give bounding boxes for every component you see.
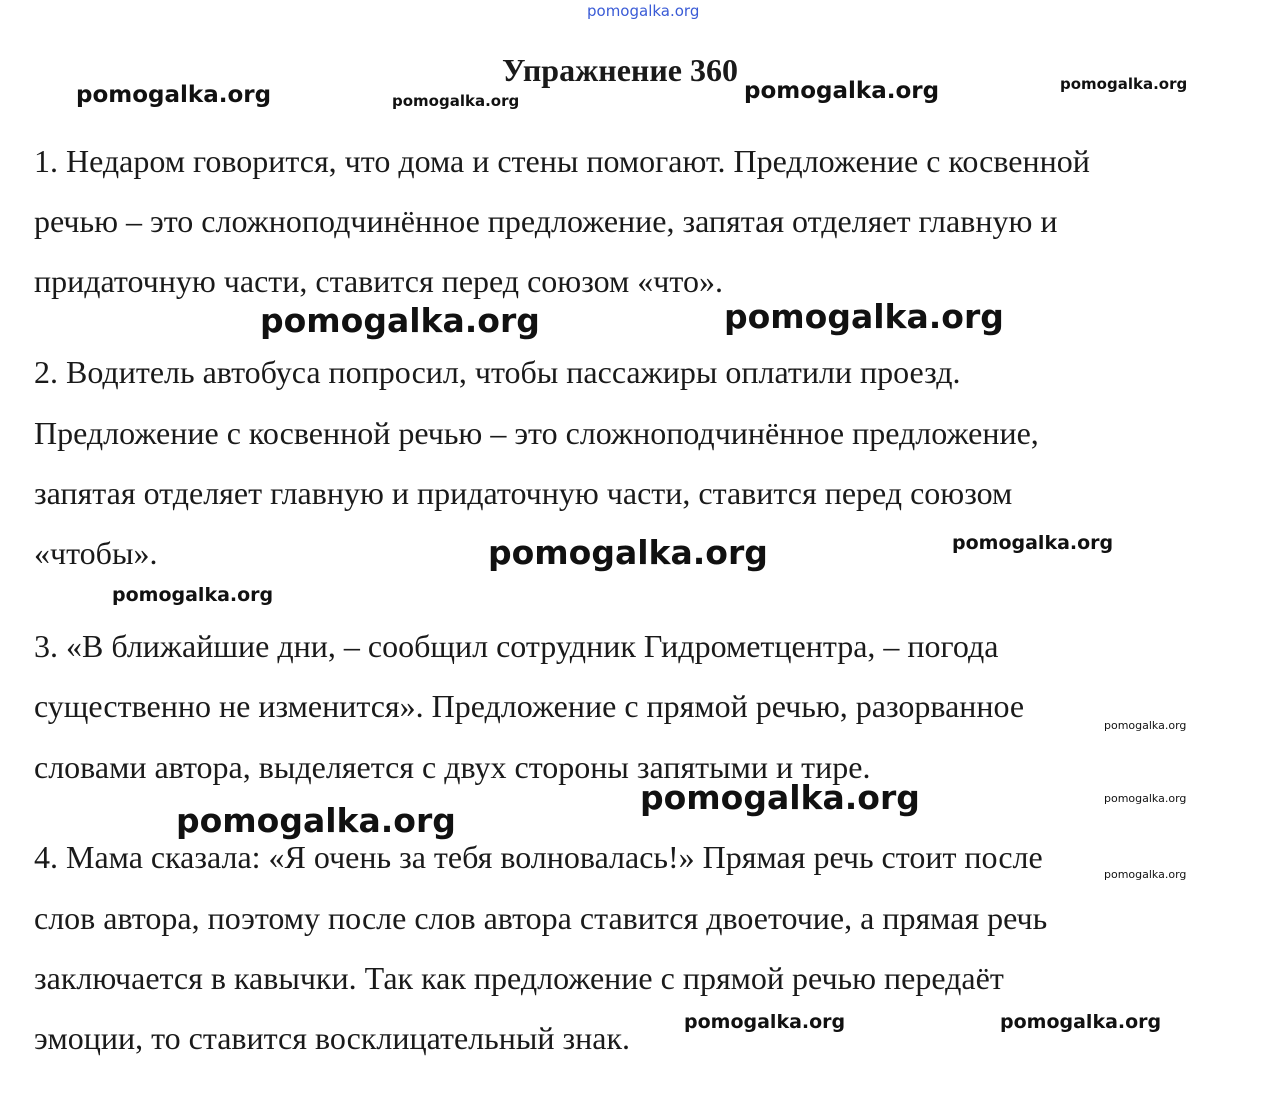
watermark: pomogalka.org (640, 778, 920, 817)
paragraph-1-line-3: придаточную части, ставится перед союзом «что». (34, 263, 723, 299)
watermark: pomogalka.org (1000, 1011, 1162, 1033)
watermark: pomogalka.org (952, 532, 1114, 554)
paragraph-4-line-4: эмоции, то ставится восклицательный знак. (34, 1020, 630, 1056)
watermark: pomogalka.org (1104, 868, 1187, 881)
watermark: pomogalka.org (76, 82, 272, 108)
paragraph-2-line-2: Предложение с косвенной речью – это сложноподчинённое предложение, (34, 415, 1039, 451)
paragraph-3-line-2: существенно не изменится». Предложение с прямой речью, разорванное (34, 688, 1025, 724)
paragraph-4-line-2: слов автора, поэтому после слов автора ставится двоеточие, а прямая речь (34, 900, 1048, 936)
paragraph-1-line-2: речью – это сложноподчинённое предложение, запятая отделяет главную и (34, 203, 1058, 239)
paragraph-1-line-1: 1. Недаром говорится, что дома и стены помогают. Предложение с косвенной (34, 143, 1090, 179)
watermark: pomogalka.org (1104, 792, 1187, 805)
watermark: pomogalka.org (260, 301, 540, 340)
watermark: pomogalka.org (112, 584, 274, 606)
watermark: pomogalka.org (176, 801, 456, 840)
watermark: pomogalka.org (1104, 719, 1187, 732)
paragraph-4-line-3: заключается в кавычки. Так как предложение с прямой речью передаёт (34, 960, 1004, 996)
paragraph-2-line-1: 2. Водитель автобуса попросил, чтобы пассажиры оплатили проезд. (34, 354, 961, 390)
paragraph-2-line-3: запятая отделяет главную и придаточную части, ставится перед союзом (34, 475, 1013, 511)
paragraph-4-line-1: 4. Мама сказала: «Я очень за тебя волновалась!» Прямая речь стоит после (34, 839, 1043, 875)
watermark: pomogalka.org (724, 297, 1004, 336)
watermark: pomogalka.org (587, 2, 700, 20)
watermark: pomogalka.org (392, 92, 520, 110)
watermark: pomogalka.org (684, 1011, 846, 1033)
paragraph-2-line-4: «чтобы». (34, 535, 158, 571)
page-title: Упражнение 360 (501, 52, 738, 88)
paragraph-3-line-3: словами автора, выделяется с двух стороны запятыми и тире. (34, 749, 871, 785)
paragraph-3-line-1: 3. «В ближайшие дни, – сообщил сотрудник Гидрометцентра, – погода (34, 628, 999, 664)
watermark: pomogalka.org (744, 78, 940, 104)
watermark: pomogalka.org (1060, 75, 1188, 93)
watermark: pomogalka.org (488, 533, 768, 572)
